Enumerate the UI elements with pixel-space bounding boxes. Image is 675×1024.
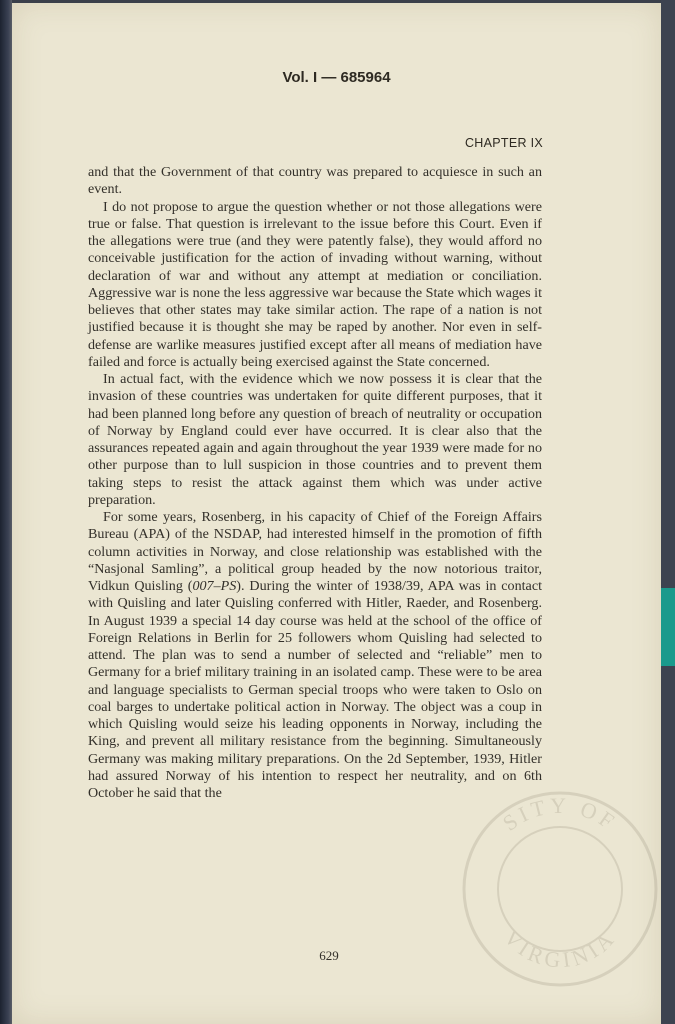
library-seal-stamp [460,789,660,989]
index-tab [661,588,675,666]
paragraph-4-text-a: For some years, Rosenberg, in his capacity of Chief of the Foreign Affairs Bureau (APA) of the NSDAP, had interested himself in the promotion of fifth column activities in Norway, and close relationship was established with the “Nasjonal Samling”, a political group headed by the now notorious traitor, Vidkun Quisling ( [88,509,542,594]
running-head: Vol. I — 685964 [282,69,391,86]
paragraph-4-text-b: ). During the winter of 1938/39, APA was in contact with Quisling and later Quisling conferred with Hitler, Raeder, and Rosenberg. In August 1939 a special 14 day course was held at the school of the office of Foreign Relations in Berlin for 25 followers whom Quisling had selected to attend. The plan was to send a number of selected and “reliable” men to Germany for a brief military training in an isolated camp. These were to be area and language specialists to German special troops who were taken to Oslo on coal barges to undertake political action in Norway. The object was a coup in which Quisling would seize his leading opponents in Norway, including the King, and prevent all military resistance from the beginning. Simultaneously Germany was making military preparations. On the 2d September, 1939, Hitler had assured Norway of his intention to respect her neutrality, and on 6th October he said that the [88,578,542,801]
svg-text:VIRGINIA [499,925,621,973]
paragraph-1: and that the Government of that country was prepared to acquiesce in such an event. [88,164,542,198]
paragraph-3: In actual fact, with the evidence which we now possess it is clear that the invasion of these countries was undertaken for quite different purposes, that it had been planned long before any question of breach of neutrality or occupation of Norway by England could ever have occurred. It is clear also that the assurances repeated again and again throughout the year 1939 were made for no other purpose than to lull suspicion in those countries and to prevent them taking steps to resist the attack against them which was under active preparation. [88,371,542,508]
body-text [88,164,542,802]
chapter-heading: CHAPTER IX [464,136,543,150]
paragraph-4 [88,509,542,802]
scan-border-right [661,0,675,1024]
scan-border-left [0,0,12,1024]
document-page [12,3,661,1024]
seal-text-bottom: VIRGINIA [499,924,621,973]
svg-text:SITY OF [498,793,622,836]
paragraph-2: I do not propose to argue the question whether or not those allegations were true or false. That question is irrelevant to the issue before this Court. Even if the allegations were true (and they were patently false), they would afford no conceivable justification for the action of invading without warning, without declaration of war and without any attempt at mediation or conciliation. Aggressive war is none the less aggressive war because the State which wages it believes that other states may take similar action. The rape of a nation is not justified because it is thought she may be raped by another. Nor even in self-defense are warlike measures justified except after all means of mediation have failed and force is actually being exercised against the State concerned. [88,198,542,370]
document-citation: 007–PS [192,578,237,594]
seal-text-top: SITY OF [497,792,623,836]
page-number: 629 [319,948,339,963]
